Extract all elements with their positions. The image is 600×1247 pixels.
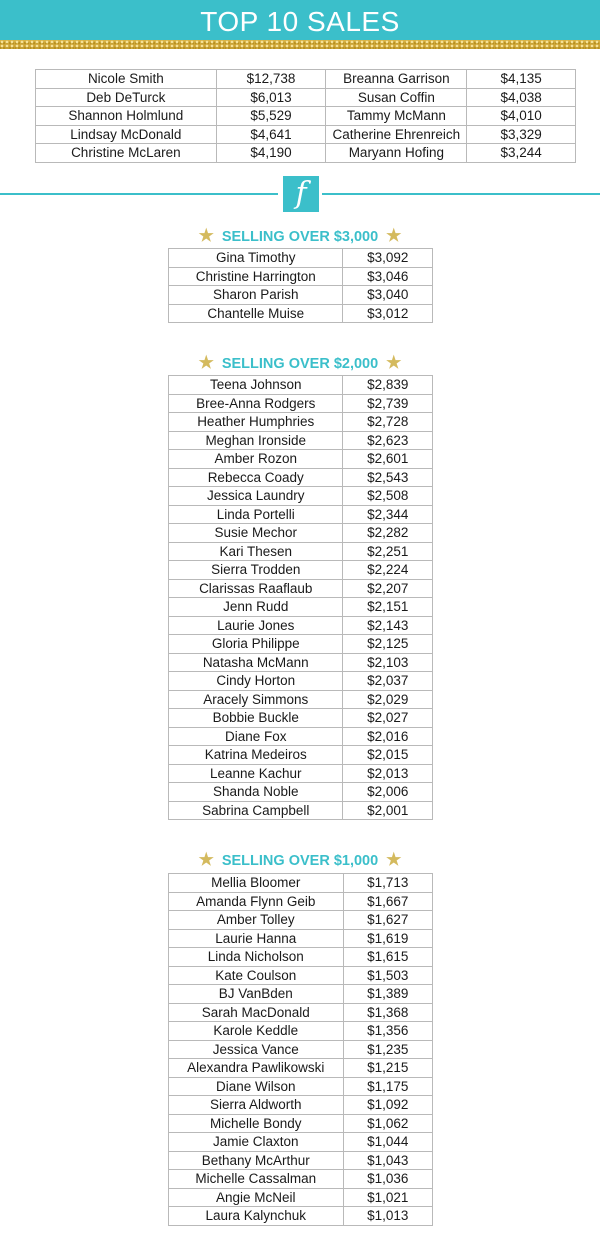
sales-amount: $1,627	[343, 911, 432, 930]
seller-name: Karole Keddle	[169, 1022, 344, 1041]
table-row	[169, 635, 433, 654]
sales-amount: $2,728	[343, 413, 433, 432]
table-row	[169, 487, 433, 506]
gold-glitter-border	[0, 40, 600, 49]
sales-amount: $4,135	[467, 70, 576, 89]
seller-name: Sierra Trodden	[169, 561, 343, 580]
table-row	[169, 948, 433, 967]
table-row	[169, 524, 433, 543]
seller-name: Susie Mechor	[169, 524, 343, 543]
table-row	[169, 413, 433, 432]
seller-name: Aracely Simmons	[169, 690, 343, 709]
seller-name: Chantelle Muise	[169, 304, 343, 323]
seller-name: Natasha McMann	[169, 653, 343, 672]
sales-amount: $2,013	[343, 764, 433, 783]
table-row	[169, 542, 433, 561]
table-row	[169, 783, 433, 802]
table-row	[36, 107, 576, 126]
table-row	[169, 764, 433, 783]
sales-amount: $2,508	[343, 487, 433, 506]
seller-name: Clarissas Raaflaub	[169, 579, 343, 598]
sales-amount: $2,623	[343, 431, 433, 450]
table-row	[169, 746, 433, 765]
table-row	[169, 1096, 433, 1115]
sales-amount: $2,151	[343, 598, 433, 617]
seller-name: Laura Kalynchuk	[169, 1207, 344, 1226]
sales-amount: $2,016	[343, 727, 433, 746]
seller-name: Jessica Laundry	[169, 487, 343, 506]
seller-name: Sierra Aldworth	[169, 1096, 344, 1115]
seller-name: Shannon Holmlund	[36, 107, 217, 126]
sales-amount: $2,282	[343, 524, 433, 543]
sales-amount: $4,190	[216, 144, 326, 163]
tier-table-3000	[168, 248, 433, 323]
sales-amount: $3,012	[343, 304, 433, 323]
sales-amount: $1,215	[343, 1059, 432, 1078]
table-row	[169, 579, 433, 598]
table-row	[169, 304, 433, 323]
star-icon: ★	[198, 226, 214, 245]
seller-name: Amber Tolley	[169, 911, 344, 930]
sales-amount: $2,251	[343, 542, 433, 561]
star-icon: ★	[386, 226, 402, 245]
sales-amount: $1,092	[343, 1096, 432, 1115]
seller-name: Katrina Medeiros	[169, 746, 343, 765]
sales-amount: $1,235	[343, 1040, 432, 1059]
seller-name: Deb DeTurck	[36, 88, 217, 107]
seller-name: Amanda Flynn Geib	[169, 892, 344, 911]
sales-amount: $2,344	[343, 505, 433, 524]
table-row	[169, 1003, 433, 1022]
seller-name: Diane Wilson	[169, 1077, 344, 1096]
sales-amount: $2,125	[343, 635, 433, 654]
tier-table-1000	[168, 873, 433, 1226]
table-row	[169, 1114, 433, 1133]
sales-amount: $12,738	[216, 70, 326, 89]
table-row	[169, 468, 433, 487]
table-row	[169, 616, 433, 635]
table-row	[169, 1207, 433, 1226]
sales-amount: $3,329	[467, 125, 576, 144]
sales-amount: $2,839	[343, 376, 433, 395]
seller-name: Laurie Hanna	[169, 929, 344, 948]
table-row	[169, 1151, 433, 1170]
table-row	[169, 966, 433, 985]
sales-amount: $1,036	[343, 1170, 432, 1189]
star-icon: ★	[198, 850, 214, 869]
table-row	[36, 144, 576, 163]
seller-name: Angie McNeil	[169, 1188, 344, 1207]
table-row	[169, 598, 433, 617]
sales-amount: $2,027	[343, 709, 433, 728]
seller-name: Jamie Claxton	[169, 1133, 344, 1152]
tier-title-text: SELLING OVER $3,000	[221, 229, 379, 245]
table-row	[169, 450, 433, 469]
table-row	[169, 929, 433, 948]
table-row	[169, 709, 433, 728]
star-icon: ★	[386, 353, 402, 372]
seller-name: Sabrina Campbell	[169, 801, 343, 820]
seller-name: BJ VanBden	[169, 985, 344, 1004]
table-row	[169, 874, 433, 893]
seller-name: Tammy McMann	[326, 107, 467, 126]
sales-amount: $1,615	[343, 948, 432, 967]
tier-title-text: SELLING OVER $1,000	[221, 853, 379, 869]
seller-name: Catherine Ehrenreich	[326, 125, 467, 144]
sales-amount: $2,001	[343, 801, 433, 820]
table-row	[169, 1170, 433, 1189]
sales-amount: $3,244	[467, 144, 576, 163]
star-icon: ★	[386, 850, 402, 869]
seller-name: Rebecca Coady	[169, 468, 343, 487]
sales-amount: $2,543	[343, 468, 433, 487]
table-row	[169, 1188, 433, 1207]
table-row	[169, 1022, 433, 1041]
brand-logo-icon: f	[283, 176, 319, 212]
table-row	[169, 727, 433, 746]
sales-amount: $2,015	[343, 746, 433, 765]
tier-title-3000	[0, 226, 600, 246]
divider-line-right	[322, 193, 600, 195]
seller-name: Bobbie Buckle	[169, 709, 343, 728]
sales-amount: $1,713	[343, 874, 432, 893]
sales-amount: $2,006	[343, 783, 433, 802]
seller-name: Linda Portelli	[169, 505, 343, 524]
seller-name: Bethany McArthur	[169, 1151, 344, 1170]
seller-name: Bree-Anna Rodgers	[169, 394, 343, 413]
sales-amount: $1,389	[343, 985, 432, 1004]
seller-name: Teena Johnson	[169, 376, 343, 395]
table-row	[36, 70, 576, 89]
table-row	[169, 892, 433, 911]
table-row	[169, 561, 433, 580]
sales-amount: $1,013	[343, 1207, 432, 1226]
seller-name: Amber Rozon	[169, 450, 343, 469]
page-title: TOP 10 SALES	[200, 6, 400, 37]
divider-line-left	[0, 193, 278, 195]
seller-name: Meghan Ironside	[169, 431, 343, 450]
seller-name: Cindy Horton	[169, 672, 343, 691]
tier-title-text: SELLING OVER $2,000	[221, 356, 379, 372]
sales-amount: $2,224	[343, 561, 433, 580]
table-row	[36, 88, 576, 107]
seller-name: Nicole Smith	[36, 70, 217, 89]
table-row	[169, 249, 433, 268]
table-row	[169, 1059, 433, 1078]
seller-name: Christine Harrington	[169, 267, 343, 286]
table-row	[169, 394, 433, 413]
table-row	[169, 672, 433, 691]
seller-name: Breanna Garrison	[326, 70, 467, 89]
seller-name: Shanda Noble	[169, 783, 343, 802]
tier-table-2000	[168, 375, 433, 820]
table-row	[169, 286, 433, 305]
seller-name: Gloria Philippe	[169, 635, 343, 654]
seller-name: Kate Coulson	[169, 966, 344, 985]
table-row	[169, 1077, 433, 1096]
sales-amount: $2,739	[343, 394, 433, 413]
sales-amount: $2,037	[343, 672, 433, 691]
table-row	[169, 376, 433, 395]
table-row	[169, 431, 433, 450]
seller-name: Laurie Jones	[169, 616, 343, 635]
seller-name: Jessica Vance	[169, 1040, 344, 1059]
sales-amount: $3,040	[343, 286, 433, 305]
table-row	[169, 1040, 433, 1059]
sales-amount: $1,356	[343, 1022, 432, 1041]
table-row	[169, 985, 433, 1004]
seller-name: Diane Fox	[169, 727, 343, 746]
sales-amount: $2,029	[343, 690, 433, 709]
seller-name: Kari Thesen	[169, 542, 343, 561]
sales-amount: $1,667	[343, 892, 432, 911]
sales-amount: $1,619	[343, 929, 432, 948]
table-row	[169, 1133, 433, 1152]
table-row	[169, 911, 433, 930]
top10-table	[35, 69, 576, 163]
sales-amount: $6,013	[216, 88, 326, 107]
seller-name: Mellia Bloomer	[169, 874, 344, 893]
seller-name: Leanne Kachur	[169, 764, 343, 783]
sales-amount: $1,175	[343, 1077, 432, 1096]
seller-name: Gina Timothy	[169, 249, 343, 268]
table-row	[169, 267, 433, 286]
table-row	[169, 505, 433, 524]
seller-name: Maryann Hofing	[326, 144, 467, 163]
seller-name: Lindsay McDonald	[36, 125, 217, 144]
tier-title-2000	[0, 353, 600, 373]
table-row	[36, 125, 576, 144]
sales-amount: $2,103	[343, 653, 433, 672]
sales-amount: $1,368	[343, 1003, 432, 1022]
table-row	[169, 690, 433, 709]
sales-amount: $1,021	[343, 1188, 432, 1207]
seller-name: Heather Humphries	[169, 413, 343, 432]
sales-amount: $3,092	[343, 249, 433, 268]
sales-amount: $4,641	[216, 125, 326, 144]
sales-amount: $1,043	[343, 1151, 432, 1170]
seller-name: Michelle Bondy	[169, 1114, 344, 1133]
sales-amount: $1,062	[343, 1114, 432, 1133]
seller-name: Michelle Cassalman	[169, 1170, 344, 1189]
seller-name: Linda Nicholson	[169, 948, 344, 967]
sales-amount: $1,044	[343, 1133, 432, 1152]
page-header	[0, 0, 600, 44]
table-row	[169, 653, 433, 672]
sales-amount: $5,529	[216, 107, 326, 126]
sales-amount: $2,601	[343, 450, 433, 469]
sales-amount: $3,046	[343, 267, 433, 286]
seller-name: Sarah MacDonald	[169, 1003, 344, 1022]
seller-name: Christine McLaren	[36, 144, 217, 163]
sales-amount: $4,010	[467, 107, 576, 126]
seller-name: Susan Coffin	[326, 88, 467, 107]
sales-amount: $2,143	[343, 616, 433, 635]
seller-name: Jenn Rudd	[169, 598, 343, 617]
sales-amount: $1,503	[343, 966, 432, 985]
star-icon: ★	[198, 353, 214, 372]
seller-name: Alexandra Pawlikowski	[169, 1059, 344, 1078]
tier-title-1000	[0, 850, 600, 870]
seller-name: Sharon Parish	[169, 286, 343, 305]
table-row	[169, 801, 433, 820]
sales-amount: $4,038	[467, 88, 576, 107]
sales-amount: $2,207	[343, 579, 433, 598]
